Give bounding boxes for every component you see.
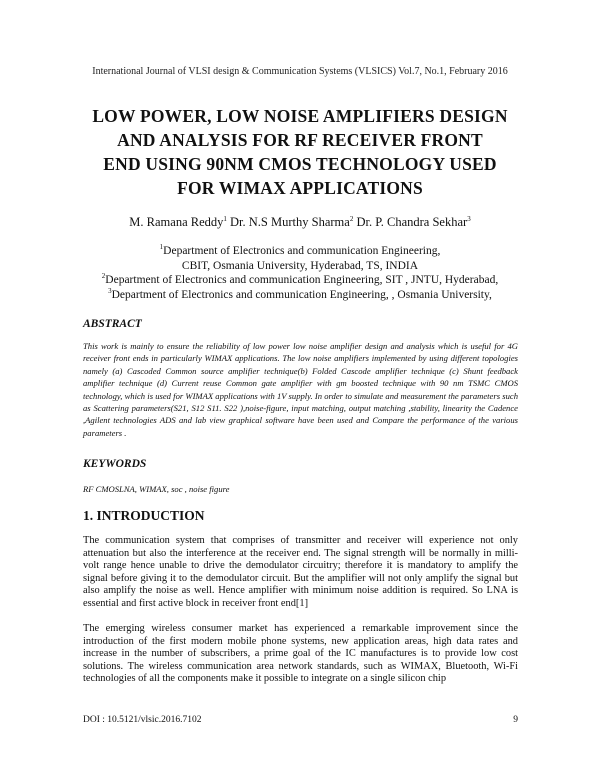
abstract-heading: ABSTRACT bbox=[83, 318, 142, 330]
keywords-body: RF CMOSLNA, WIMAX, soc , noise figure bbox=[83, 484, 230, 494]
affiliation-text: Department of Electronics and communication Engineering, SIT , JNTU, Hyderabad, bbox=[105, 274, 499, 287]
section-heading-introduction: 1. INTRODUCTION bbox=[83, 508, 205, 523]
author-name: Dr. P. Chandra Sekhar bbox=[356, 215, 468, 229]
affiliation-line bbox=[0, 259, 600, 274]
author-name: M. Ramana Reddy bbox=[129, 215, 224, 229]
author-affil-mark: 1 bbox=[223, 214, 227, 223]
affiliation-list bbox=[0, 244, 600, 302]
affil-mark: 1 bbox=[159, 243, 164, 252]
author-list bbox=[0, 215, 600, 230]
affiliation-line bbox=[0, 273, 600, 288]
affiliation-text: Department of Electronics and communication Engineering, , Osmania University, bbox=[111, 288, 492, 301]
affiliation-text: CBIT, Osmania University, Hyderabad, TS, INDIA bbox=[181, 259, 419, 272]
page-footer bbox=[83, 715, 518, 725]
title-line: LOW POWER, LOW NOISE AMPLIFIERS DESIGN bbox=[92, 106, 508, 126]
affil-mark: 3 bbox=[108, 286, 112, 295]
abstract-body: This work is mainly to ensure the reliability of low power low noise amplifier design and analysis which is useful for 4G receiver front ends in particularly WIMAX applications. The low noise amplifiers implemented by using different topologies namely (a) Cascoded Common source amplifier technique(b) Folded Cascode amplifier technique (c) Shunt feedback amplifier technique (d) Current reuse Common gate amplifier with gm boosted technique with 90 nm TSMC CMOS technology, which is used for WIMAX applications with 1V supply. In order to simulate and measurement the parameters such as Scattering parameters(S21, S12 S11. S22 ),noise-figure, input matching, output matching ,stability, linearity the Cadence ,Agilent technologies ADS and lab view graphical software have been used and Compare the performance of the various parameters . bbox=[83, 341, 518, 438]
author-name: Dr. N.S Murthy Sharma bbox=[230, 215, 350, 229]
title-line: END USING 90NM CMOS TECHNOLOGY USED bbox=[103, 154, 497, 174]
affiliation-line bbox=[0, 288, 600, 303]
journal-header: International Journal of VLSI design & Communication Systems (VLSICS) Vol.7, No.1, February 2016 bbox=[92, 66, 508, 77]
keywords-heading: KEYWORDS bbox=[83, 458, 147, 470]
author-affil-mark: 2 bbox=[349, 214, 354, 223]
intro-paragraph: The emerging wireless consumer market has experienced a remarkable improvement since the introduction of the first modern mobile phone systems, new application areas, high data rates and increase in the number of subscribers, a prime goal of the IC manufactures is to provide low cost solutions. The wireless communication area network standards, such as WIMAX, Bluetooth, Wi-Fi technologies of all the components make it possible to integrate on a single silicon chip bbox=[83, 623, 518, 685]
affiliation-text: Department of Electronics and communication Engineering, bbox=[163, 245, 441, 257]
footer-doi: DOI : 10.5121/vlsic.2016.7102 bbox=[83, 715, 202, 725]
page-number: 9 bbox=[513, 715, 518, 725]
affiliation-line bbox=[0, 244, 600, 259]
affil-mark: 2 bbox=[101, 272, 106, 281]
title-line: AND ANALYSIS FOR RF RECEIVER FRONT bbox=[117, 130, 483, 150]
paper-title bbox=[40, 104, 560, 200]
intro-paragraph: The communication system that comprises of transmitter and receiver will experience not only attenuation but also the interference at the receiver end. The signal strength will be normally in milli-volt range hence unable to drive the demodulator circuitry; therefore it is mandatory to amplify the signal before giving it to the demodulator circuit. But the amplifier will not only amplify the signal but also amplify the noise as well. Hence amplifier with minimum noise addition is required. So LNA is essential and first active block in receiver front end[1] bbox=[83, 535, 518, 609]
author-affil-mark: 3 bbox=[467, 214, 471, 223]
title-line: FOR WIMAX APPLICATIONS bbox=[177, 178, 423, 198]
